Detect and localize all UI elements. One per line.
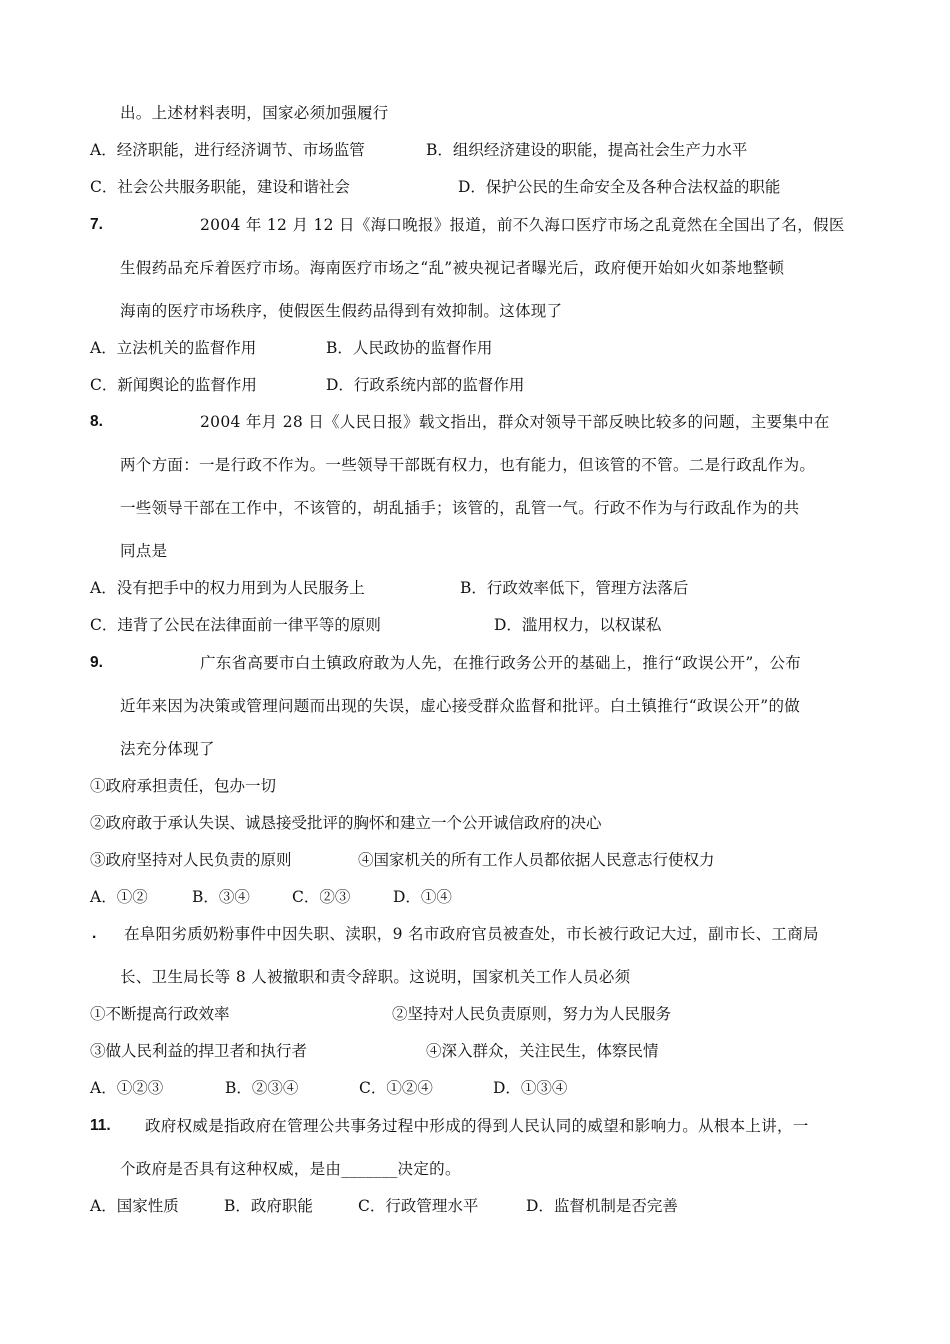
q10-stem-line-1: 在阜阳劣质奶粉事件中因失职、渎职，9 名市政府官员被查处，市长被行政记大过，副市长、工商局 (124, 925, 819, 943)
q6-option-b: B．组织经济建设的职能，提高社会生产力水平 (426, 141, 748, 159)
q7-option-c: C．新闻舆论的监督作用 (90, 376, 257, 394)
q8-option-a: A．没有把手中的权力用到为人民服务上 (90, 579, 365, 597)
q10-statement-1: ①不断提高行政效率 (90, 1005, 230, 1023)
q9-option-c: C．②③ (292, 888, 351, 906)
q9-number: 9. (90, 654, 103, 671)
q9-option-d: D．①④ (393, 888, 452, 906)
q11-option-c: C．行政管理水平 (358, 1197, 479, 1215)
q9-stem-line-1: 广东省高要市白土镇政府敢为人先，在推行政务公开的基础上，推行“政误公开”，公布 (200, 654, 802, 672)
q9-stem-line-3: 法充分体现了 (120, 740, 215, 758)
q6-option-c: C．社会公共服务职能，建设和谐社会 (90, 178, 350, 196)
q9-option-b: B．③④ (192, 888, 250, 906)
q8-option-c: C．违背了公民在法律面前一律平等的原则 (90, 616, 381, 634)
q9-stem-line-2: 近年来因为决策或管理问题而出现的失误，虚心接受群众监督和批评。白土镇推行“政误公开”的做 (120, 697, 801, 715)
q10-statement-4: ④深入群众，关注民生，体察民情 (426, 1042, 659, 1060)
q8-number: 8. (90, 413, 103, 430)
q8-option-d: D．滥用权力，以权谋私 (494, 616, 662, 634)
q10-option-b: B．②③④ (225, 1079, 299, 1097)
q9-statement-2: ②政府敢于承认失误、诚恳接受批评的胸怀和建立一个公开诚信政府的决心 (90, 814, 602, 832)
q10-option-d: D．①③④ (493, 1079, 568, 1097)
q8-stem-line-1: 2004 年月 28 日《人民日报》载文指出，群众对领导干部反映比较多的问题，主要集中在 (200, 413, 830, 431)
q11-option-b: B．政府职能 (224, 1197, 313, 1215)
q9-statement-3: ③政府坚持对人民负责的原则 (90, 851, 292, 869)
q6-stem-tail: 出。上述材料表明，国家必须加强履行 (120, 104, 389, 122)
q11-option-d: D．监督机制是否完善 (526, 1197, 678, 1215)
q8-stem-line-3: 一些领导干部在工作中，不该管的，胡乱插手；该管的，乱管一气。行政不作为与行政乱作为的共 (120, 499, 800, 517)
q9-statement-1: ①政府承担责任，包办一切 (90, 777, 277, 795)
q6-option-a: A．经济职能，进行经济调节、市场监管 (90, 141, 365, 159)
q9-option-a: A．①② (90, 888, 148, 906)
q10-option-c: C．①②④ (359, 1079, 433, 1097)
q11-stem-line-2: 个政府是否具有这种权威，是由_______决定的。 (120, 1160, 461, 1178)
q7-option-b: B．人民政协的监督作用 (326, 339, 493, 357)
q10-option-a: A．①②③ (90, 1079, 164, 1097)
q10-stem-line-2: 长、卫生局长等 8 人被撤职和责令辞职。这说明，国家机关工作人员必须 (120, 968, 631, 986)
q9-statement-4: ④国家机关的所有工作人员都依据人民意志行使权力 (358, 851, 715, 869)
q8-stem-line-2: 两个方面：一是行政不作为。一些领导干部既有权力，也有能力，但该管的不管。二是行政乱作为。 (120, 456, 816, 474)
q7-number: 7. (90, 216, 103, 233)
q11-number: 11. (90, 1117, 111, 1134)
q7-option-a: A．立法机关的监督作用 (90, 339, 257, 357)
q8-option-b: B．行政效率低下，管理方法落后 (460, 579, 689, 597)
q10-statement-2: ②坚持对人民负责原则，努力为人民服务 (392, 1005, 672, 1023)
q6-option-d: D．保护公民的生命安全及各种合法权益的职能 (458, 178, 781, 196)
q7-stem-line-1: 2004 年 12 月 12 日《海口晚报》报道，前不久海口医疗市场之乱竟然在全国出了名，假医 (200, 216, 845, 234)
q8-stem-line-4: 同点是 (120, 542, 168, 560)
q7-stem-line-3: 海南的医疗市场秩序，使假医生假药品得到有效抑制。这体现了 (120, 302, 563, 320)
q11-option-a: A．国家性质 (90, 1197, 179, 1215)
q7-option-d: D．行政系统内部的监督作用 (326, 376, 525, 394)
q11-stem-line-1: 政府权威是指政府在管理公共事务过程中形成的得到人民认同的威望和影响力。从根本上讲，一 (145, 1117, 809, 1135)
q10-statement-3: ③做人民利益的捍卫者和执行者 (90, 1042, 308, 1060)
q10-number: . (92, 925, 97, 942)
q7-stem-line-2: 生假药品充斥着医疗市场。海南医疗市场之“乱”被央视记者曝光后，政府便开始如火如荼地整顿 (120, 259, 785, 277)
